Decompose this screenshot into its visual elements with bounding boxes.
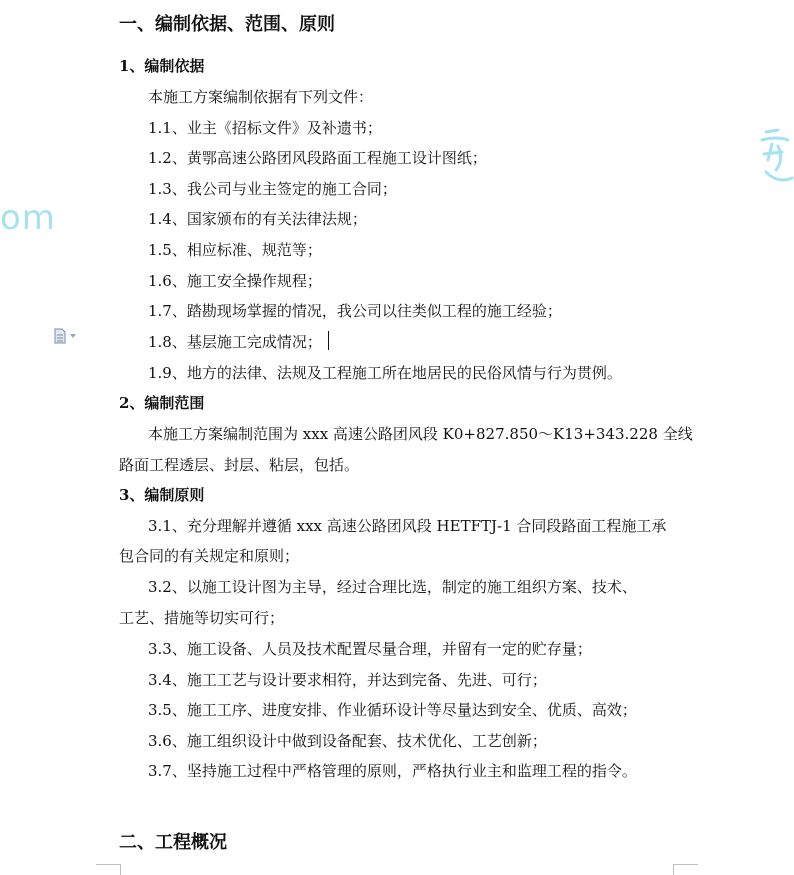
list-item[interactable] (148, 331, 329, 352)
list-item: 1.5、相应标准、规范等； (148, 241, 322, 259)
paragraph: 包合同的有关规定和原则； (119, 547, 300, 565)
list-item: 3.6、施工组织设计中做到设备配套、技术优化、工艺创新； (148, 732, 547, 750)
subsection-heading: 1、编制依据 (119, 57, 205, 75)
list-item: 1.6、施工安全操作规程； (148, 272, 322, 290)
paragraph: 本施工方案编制范围为 xxx 高速公路团风段 K0+827.850～K13+343.228 全线 (148, 425, 693, 443)
list-item: 1.2、黄鄂高速公路团风段路面工程施工设计图纸； (148, 149, 487, 167)
paragraph: 3.1、充分理解并遵循 xxx 高速公路团风段 HETFTJ-1 合同段路面工程施工承 (148, 517, 667, 535)
list-item-text: 1.8、基层施工完成情况； (148, 333, 322, 351)
document-icon[interactable] (54, 328, 78, 344)
section-heading: 一、编制依据、范围、原则 (119, 14, 335, 35)
subsection-heading: 3、编制原则 (119, 486, 205, 504)
list-item: 3.5、施工工序、进度安排、作业循环设计等尽量达到安全、优质、高效； (148, 701, 637, 719)
list-item: 1.9、地方的法律、法规及工程施工所在地居民的民俗风情与行为贯例。 (148, 364, 622, 382)
paragraph: 路面工程透层、封层、粘层，包括。 (119, 456, 360, 474)
list-item: 3.7、坚持施工过程中严格管理的原则，严格执行业主和监理工程的指令。 (148, 762, 637, 780)
list-item: 1.7、踏勘现场掌握的情况，我公司以往类似工程的施工经验； (148, 302, 562, 320)
list-item: 1.1、业主《招标文件》及补遗书； (148, 119, 382, 137)
watermark-text: om (0, 198, 56, 238)
page-corner-marker (673, 864, 698, 875)
watermark-glyph (758, 126, 794, 190)
subsection-heading: 2、编制范围 (119, 394, 205, 412)
paragraph: 3.2、以施工设计图为主导，经过合理比选，制定的施工组织方案、技术、 (148, 578, 637, 596)
list-item: 1.3、我公司与业主签定的施工合同； (148, 180, 397, 198)
list-item: 1.4、国家颁布的有关法律法规； (148, 210, 367, 228)
paragraph: 工艺、措施等切实可行； (119, 609, 285, 627)
list-item: 3.4、施工工艺与设计要求相符，并达到完备、先进、可行； (148, 671, 547, 689)
paragraph: 本施工方案编制依据有下列文件： (148, 88, 374, 106)
section-heading: 二、工程概况 (119, 832, 227, 853)
list-item: 3.3、施工设备、人员及技术配置尽量合理，并留有一定的贮存量； (148, 640, 592, 658)
page-corner-marker (96, 864, 121, 875)
text-cursor (328, 331, 330, 350)
